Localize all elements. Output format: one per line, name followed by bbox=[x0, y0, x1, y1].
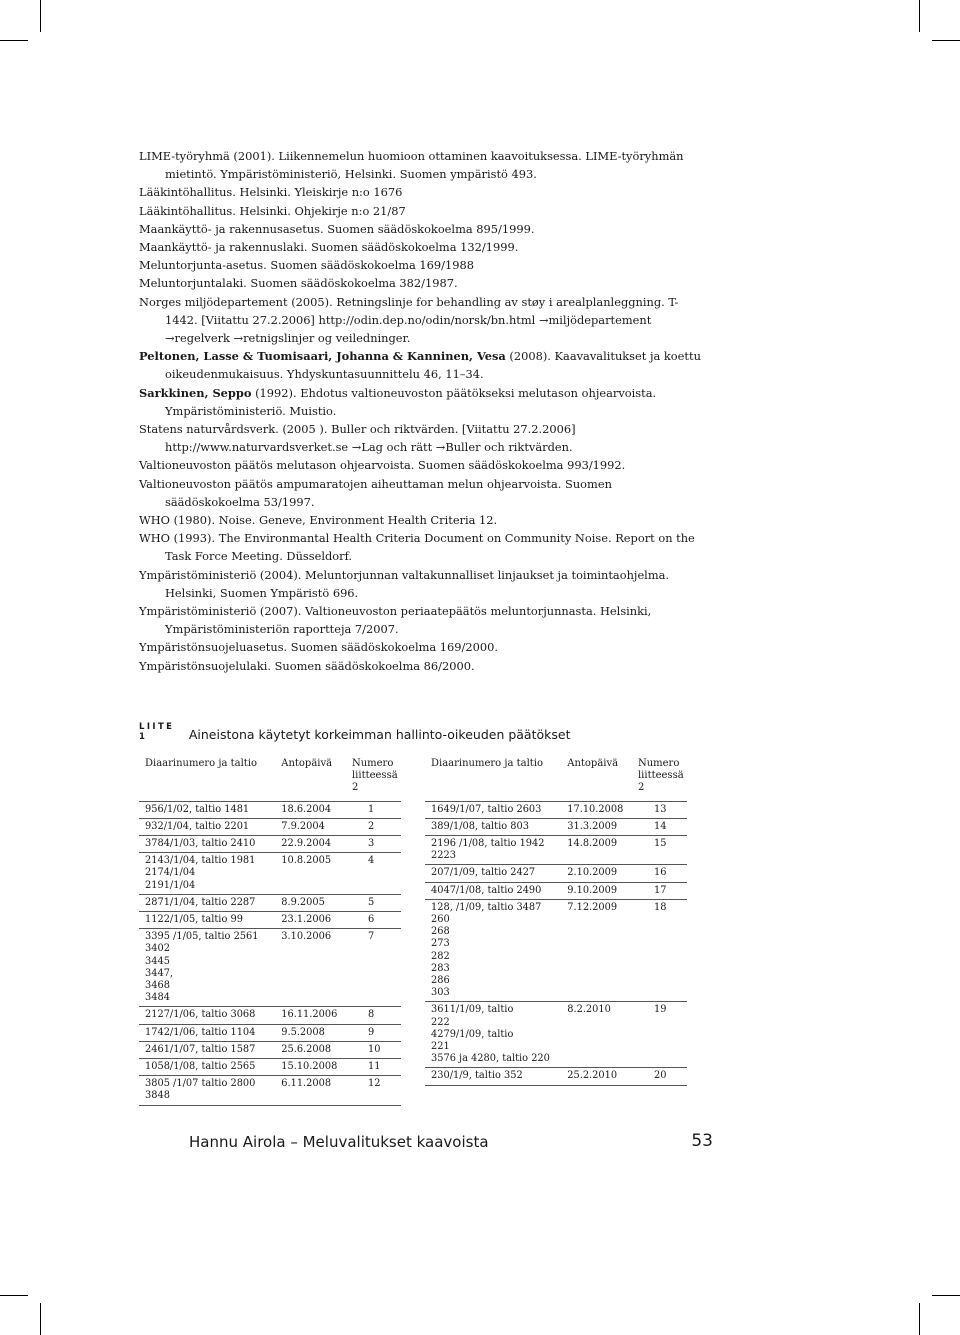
cell-date: 17.10.2008 bbox=[561, 801, 632, 818]
table-row bbox=[139, 912, 401, 929]
cell-date: 14.8.2009 bbox=[561, 836, 632, 865]
table-row bbox=[425, 801, 687, 818]
cell-date: 31.3.2009 bbox=[561, 818, 632, 835]
cell-diary-number: 389/1/08, taltio 803 bbox=[425, 818, 561, 835]
cell-date: 25.2.2010 bbox=[561, 1068, 632, 1085]
cell-diary-number: 2871/1/04, taltio 2287 bbox=[139, 894, 275, 911]
cell-number: 7 bbox=[346, 929, 401, 1007]
table-row bbox=[425, 865, 687, 882]
cell-number: 15 bbox=[632, 836, 687, 865]
column-header: Antopäivä bbox=[561, 758, 632, 801]
cell-diary-number: 3784/1/03, taltio 2410 bbox=[139, 836, 275, 853]
table-row bbox=[425, 1002, 687, 1068]
reference-entry: Ympäristöministeriö (2007). Valtioneuvoston periaatepäätös meluntorjunnasta. Helsinki, Ympäristöministeriön raportteja 7/2007. bbox=[139, 604, 652, 637]
reference-entry: Ympäristönsuojelulaki. Suomen säädöskokoelma 86/2000. bbox=[139, 658, 475, 673]
reference-entry: Valtioneuvoston päätös melutason ohjearvoista. Suomen säädöskokoelma 993/1992. bbox=[139, 458, 626, 473]
table-row bbox=[425, 899, 687, 1002]
cell-date: 7.12.2009 bbox=[561, 899, 632, 1002]
table-row bbox=[139, 1041, 401, 1058]
cell-diary-number: 128, /1/09, taltio 3487 260 268 273 282 283 286 303 bbox=[425, 899, 561, 1002]
cell-diary-number: 2461/1/07, taltio 1587 bbox=[139, 1041, 275, 1058]
reference-entry: Sarkkinen, Seppo (1992). Ehdotus valtioneuvoston päätökseksi melutason ohjearvoista. Ympäristöministeriö. Muistio. bbox=[139, 385, 657, 418]
crop-mark bbox=[0, 1295, 28, 1296]
cell-date: 9.5.2008 bbox=[275, 1024, 346, 1041]
reference-authors: Sarkkinen, Seppo bbox=[139, 385, 252, 400]
cell-diary-number: 956/1/02, taltio 1481 bbox=[139, 801, 275, 818]
cell-date: 16.11.2006 bbox=[275, 1007, 346, 1024]
reference-entry: Norges miljödepartement (2005). Retningslinje for behandling av støy i arealplanleggning. T-1442. [Viitattu 27.2.2006] http://odin.dep.no/odin/norsk/bn.html →miljödepartement →regelverk →retnigslinjer og veiledninger. bbox=[139, 294, 679, 346]
cell-date: 6.11.2008 bbox=[275, 1076, 346, 1105]
crop-mark bbox=[932, 40, 960, 41]
cell-number: 10 bbox=[346, 1041, 401, 1058]
cell-diary-number: 1742/1/06, taltio 1104 bbox=[139, 1024, 275, 1041]
cell-diary-number: 2143/1/04, taltio 1981 2174/1/04 2191/1/04 bbox=[139, 853, 275, 895]
reference-entry: Valtioneuvoston päätös ampumaratojen aiheuttaman melun ohjearvoista. Suomen säädöskokoelma 53/1997. bbox=[139, 476, 612, 509]
cell-number: 5 bbox=[346, 894, 401, 911]
reference-entry: LIME-työryhmä (2001). Liikennemelun huomioon ottaminen kaavoituksessa. LIME-työryhmän mietintö. Ympäristöministeriö, Helsinki. Suomen ympäristö 493. bbox=[139, 149, 684, 182]
footer-title: Meluvalitukset kaavoista bbox=[302, 1133, 489, 1151]
cell-date: 15.10.2008 bbox=[275, 1059, 346, 1076]
crop-mark bbox=[40, 0, 41, 32]
reference-authors: Peltonen, Lasse & Tuomisaari, Johanna & Kanninen, Vesa bbox=[139, 349, 506, 364]
table-row bbox=[139, 818, 401, 835]
cell-number: 4 bbox=[346, 853, 401, 895]
cell-diary-number: 230/1/9, taltio 352 bbox=[425, 1068, 561, 1085]
cell-number: 19 bbox=[632, 1002, 687, 1068]
appendix-title: Aineistona käytetyt korkeimman hallinto-oikeuden päätökset bbox=[188, 727, 571, 742]
column-header: Diaarinumero ja taltio bbox=[425, 758, 561, 801]
cell-date: 7.9.2004 bbox=[275, 818, 346, 835]
crop-mark bbox=[919, 1303, 920, 1335]
cell-diary-number: 932/1/04, taltio 2201 bbox=[139, 818, 275, 835]
table-row bbox=[139, 1059, 401, 1076]
table-row bbox=[425, 818, 687, 835]
crop-mark bbox=[919, 0, 920, 32]
reference-entry: Lääkintöhallitus. Helsinki. Yleiskirje n:o 1676 bbox=[139, 185, 403, 200]
page-number: 53 bbox=[691, 1131, 713, 1151]
cell-number: 2 bbox=[346, 818, 401, 835]
cell-date: 25.6.2008 bbox=[275, 1041, 346, 1058]
column-header: Diaarinumero ja taltio bbox=[139, 758, 275, 801]
cell-number: 14 bbox=[632, 818, 687, 835]
cell-number: 13 bbox=[632, 801, 687, 818]
appendix-label: LIITE 1 bbox=[139, 722, 175, 742]
table-row bbox=[139, 929, 401, 1007]
reference-entry: Maankäyttö- ja rakennuslaki. Suomen säädöskokoelma 132/1999. bbox=[139, 240, 519, 255]
cell-date: 9.10.2009 bbox=[561, 882, 632, 899]
cell-diary-number: 2196 /1/08, taltio 1942 2223 bbox=[425, 836, 561, 865]
cell-date: 2.10.2009 bbox=[561, 865, 632, 882]
reference-entry: WHO (1993). The Environmantal Health Criteria Document on Community Noise. Report on the Task Force Meeting. Düsseldorf. bbox=[139, 531, 695, 564]
table-row bbox=[139, 853, 401, 895]
reference-entry: Meluntorjunta-asetus. Suomen säädöskokoelma 169/1988 bbox=[139, 258, 475, 273]
table-row bbox=[425, 836, 687, 865]
reference-list bbox=[139, 147, 709, 675]
page-footer bbox=[189, 1133, 713, 1151]
cell-diary-number: 207/1/09, taltio 2427 bbox=[425, 865, 561, 882]
cell-number: 6 bbox=[346, 912, 401, 929]
cell-diary-number: 3805 /1/07 taltio 2800 3848 bbox=[139, 1076, 275, 1105]
cell-number: 16 bbox=[632, 865, 687, 882]
cell-date: 23.1.2006 bbox=[275, 912, 346, 929]
cell-date: 22.9.2004 bbox=[275, 836, 346, 853]
table-row bbox=[139, 1007, 401, 1024]
cell-diary-number: 3611/1/09, taltio 222 4279/1/09, taltio 221 3576 ja 4280, taltio 220 bbox=[425, 1002, 561, 1068]
cell-diary-number: 1058/1/08, taltio 2565 bbox=[139, 1059, 275, 1076]
reference-entry: Lääkintöhallitus. Helsinki. Ohjekirje n:o 21/87 bbox=[139, 203, 406, 218]
column-header: Numero liitteessä 2 bbox=[632, 758, 687, 801]
column-header: Numero liitteessä 2 bbox=[346, 758, 401, 801]
cell-number: 20 bbox=[632, 1068, 687, 1085]
table-row bbox=[139, 836, 401, 853]
cell-number: 1 bbox=[346, 801, 401, 818]
table-row bbox=[425, 1068, 687, 1085]
cell-diary-number: 1122/1/05, taltio 99 bbox=[139, 912, 275, 929]
cell-date: 3.10.2006 bbox=[275, 929, 346, 1007]
crop-mark bbox=[0, 40, 28, 41]
cell-number: 3 bbox=[346, 836, 401, 853]
cell-date: 8.2.2010 bbox=[561, 1002, 632, 1068]
cell-number: 9 bbox=[346, 1024, 401, 1041]
table-row bbox=[139, 1024, 401, 1041]
cell-diary-number: 2127/1/06, taltio 3068 bbox=[139, 1007, 275, 1024]
decisions-table-right bbox=[425, 758, 687, 1086]
column-header: Antopäivä bbox=[275, 758, 346, 801]
table-row bbox=[139, 894, 401, 911]
crop-mark bbox=[932, 1295, 960, 1296]
reference-entry: Ympäristönsuojeluasetus. Suomen säädöskokoelma 169/2000. bbox=[139, 640, 498, 655]
cell-diary-number: 1649/1/07, taltio 2603 bbox=[425, 801, 561, 818]
table-row bbox=[425, 882, 687, 899]
appendix-heading bbox=[139, 722, 699, 742]
reference-entry: Statens naturvårdsverk. (2005 ). Buller och riktvärden. [Viitattu 27.2.2006] http://www.naturvardsverket.se →Lag och rätt →Buller och riktvärden. bbox=[139, 422, 576, 455]
table-row bbox=[139, 1076, 401, 1105]
reference-entry: Meluntorjuntalaki. Suomen säädöskokoelma 382/1987. bbox=[139, 276, 458, 291]
cell-date: 8.9.2005 bbox=[275, 894, 346, 911]
cell-number: 8 bbox=[346, 1007, 401, 1024]
cell-number: 12 bbox=[346, 1076, 401, 1105]
reference-entry: Peltonen, Lasse & Tuomisaari, Johanna & Kanninen, Vesa (2008). Kaavavalitukset ja koettu oikeudenmukaisuus. Yhdyskuntasuunnittelu 46, 11–34. bbox=[139, 349, 701, 382]
table-row bbox=[139, 801, 401, 818]
cell-diary-number: 3395 /1/05, taltio 2561 3402 3445 3447, 3468 3484 bbox=[139, 929, 275, 1007]
footer-separator: – bbox=[285, 1133, 303, 1151]
cell-date: 10.8.2005 bbox=[275, 853, 346, 895]
reference-entry: Maankäyttö- ja rakennusasetus. Suomen säädöskokoelma 895/1999. bbox=[139, 221, 535, 236]
decisions-table-left bbox=[139, 758, 401, 1106]
crop-mark bbox=[40, 1303, 41, 1335]
reference-entry: Ympäristöministeriö (2004). Meluntorjunnan valtakunnalliset linjaukset ja toimintaohjelma. Helsinki, Suomen Ympäristö 696. bbox=[139, 567, 670, 600]
cell-number: 17 bbox=[632, 882, 687, 899]
cell-number: 11 bbox=[346, 1059, 401, 1076]
cell-diary-number: 4047/1/08, taltio 2490 bbox=[425, 882, 561, 899]
reference-entry: WHO (1980). Noise. Geneve, Environment Health Criteria 12. bbox=[139, 513, 498, 528]
cell-number: 18 bbox=[632, 899, 687, 1002]
cell-date: 18.6.2004 bbox=[275, 801, 346, 818]
footer-author: Hannu Airola bbox=[189, 1133, 286, 1151]
